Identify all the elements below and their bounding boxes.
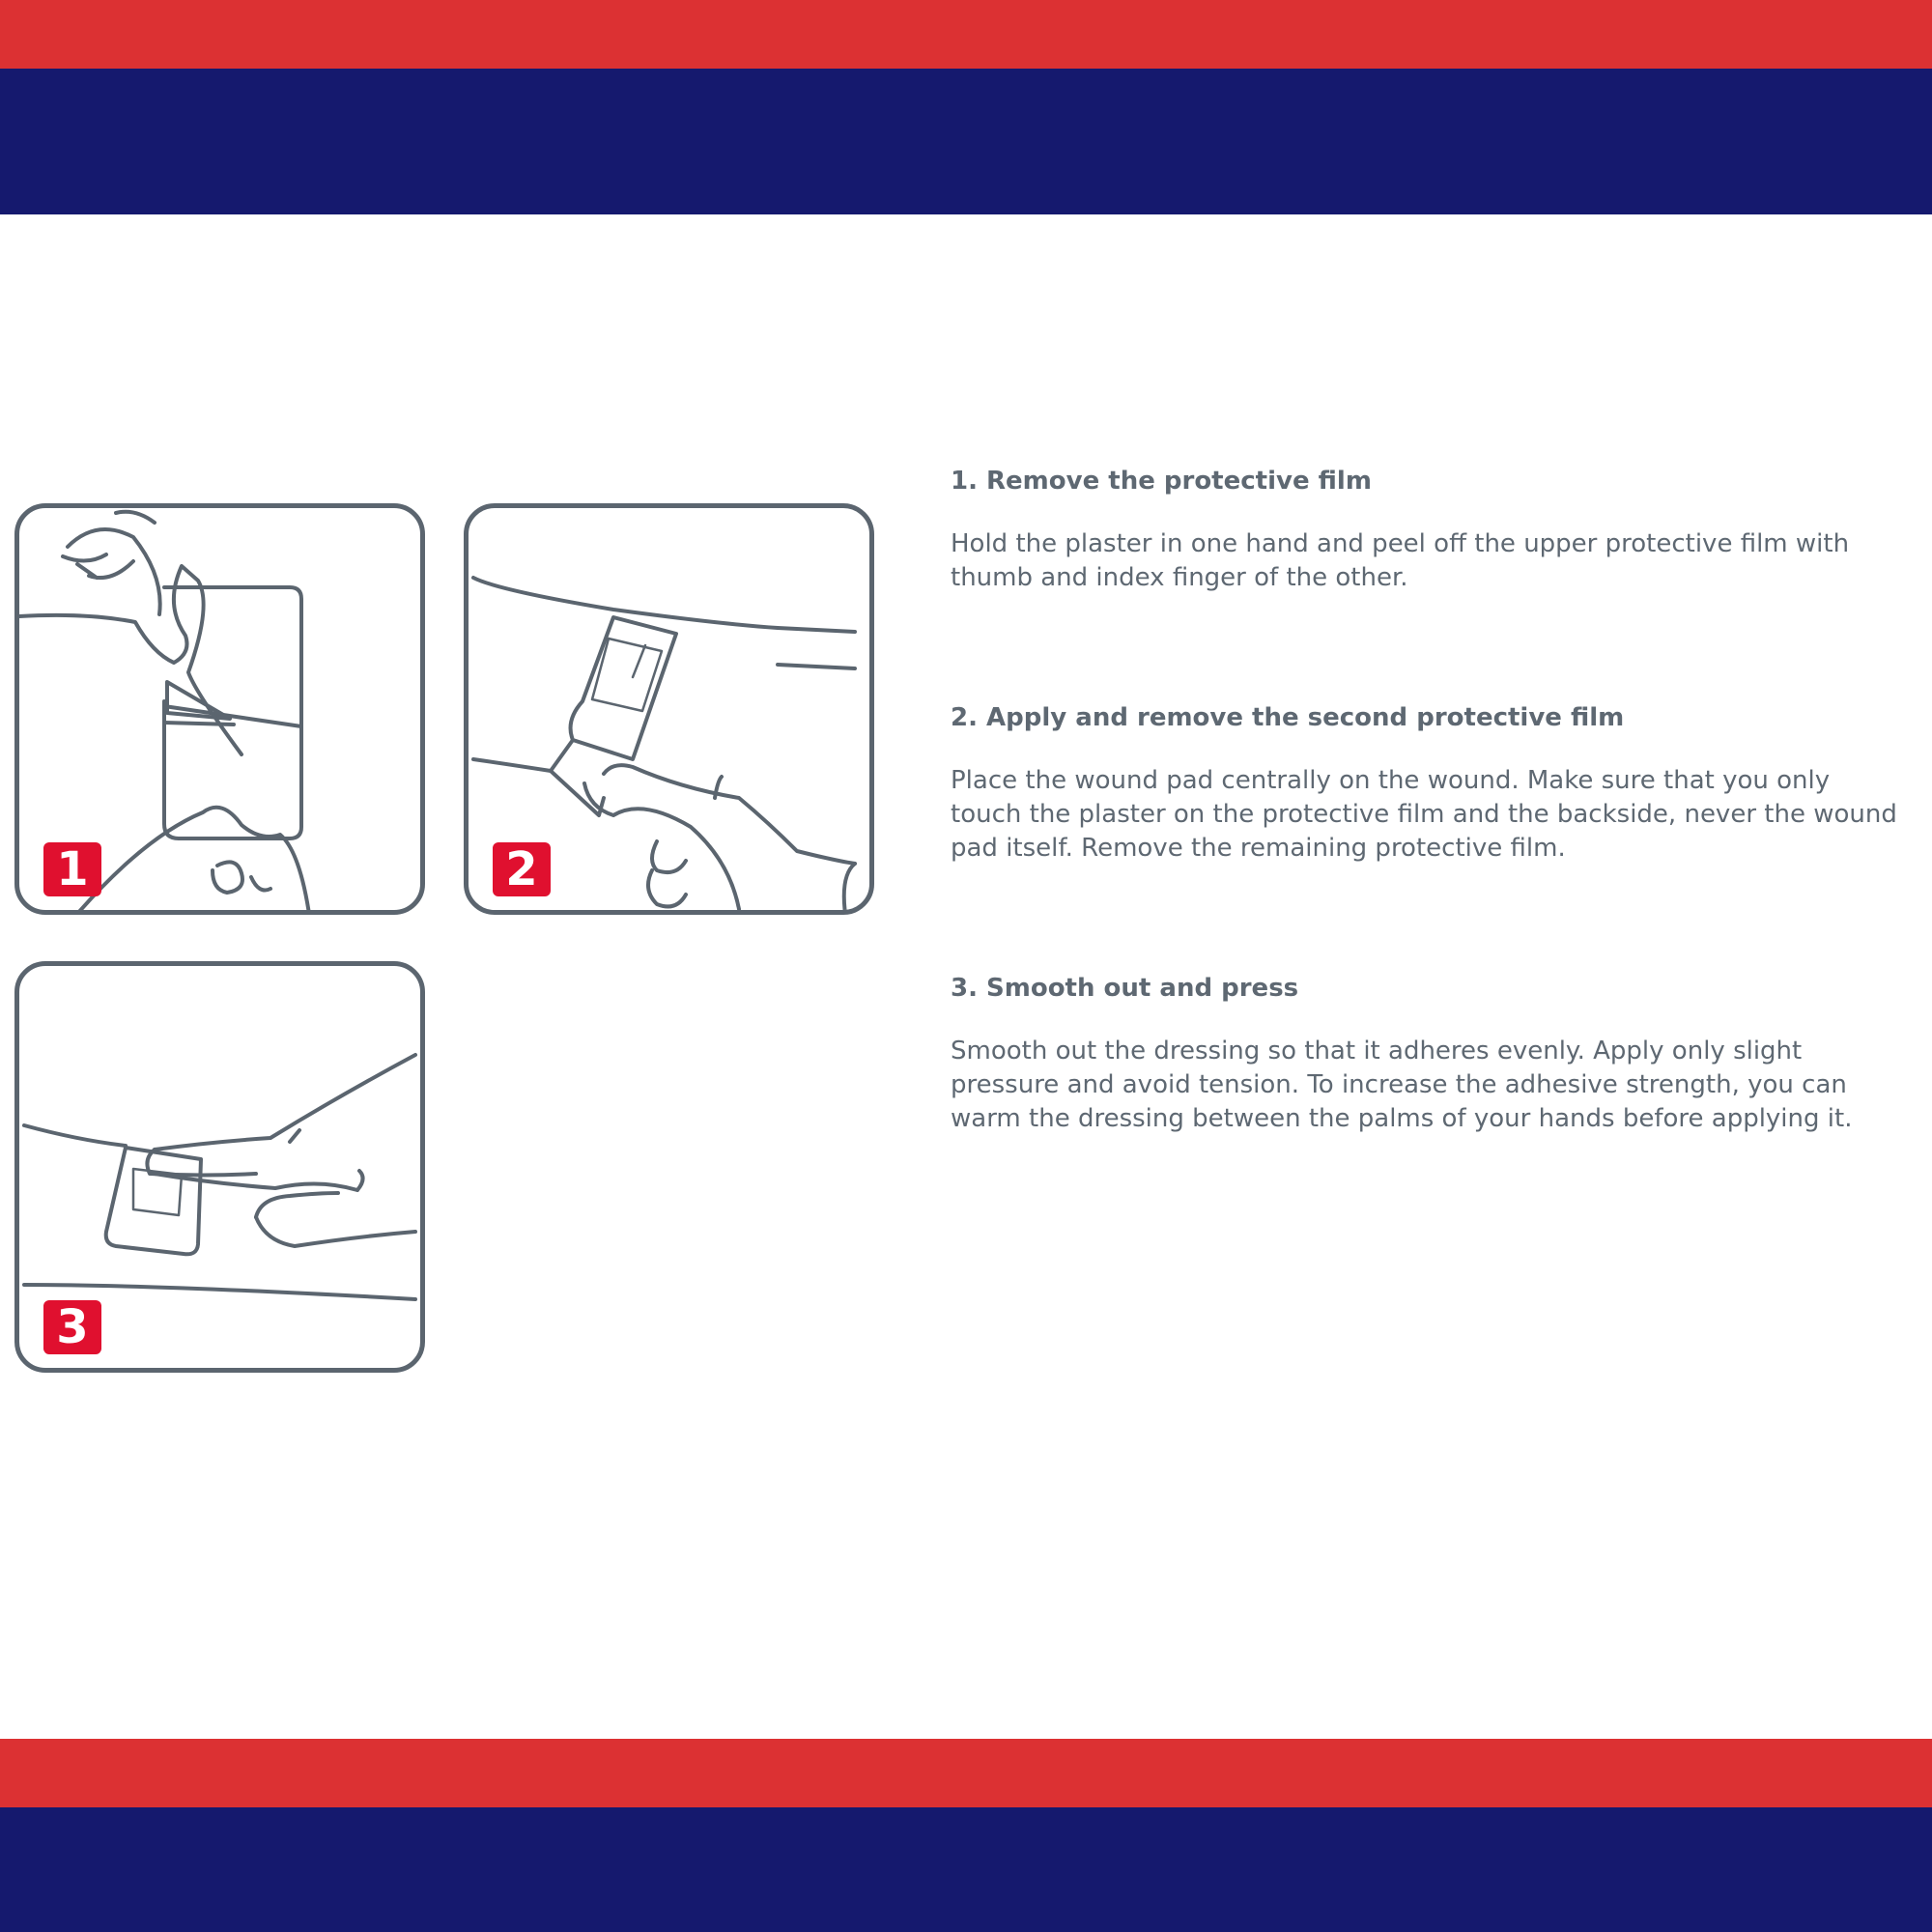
step-1-badge: 1	[43, 842, 101, 896]
top-red-band	[0, 0, 1932, 69]
step-2-illustration-panel	[464, 503, 874, 915]
step-2-description: Place the wound pad centrally on the wound. Make sure that you only touch the plaster on the protective film and the backside, never the wound pad itself. Remove the remaining protective film.	[951, 766, 1897, 863]
top-navy-band	[0, 69, 1932, 214]
step-2-heading: 2. Apply and remove the second protective film	[951, 703, 1625, 732]
step-2-badge: 2	[493, 842, 551, 896]
bottom-red-band	[0, 1739, 1932, 1807]
step-1-illustration-panel	[14, 503, 425, 915]
step-3-heading: 3. Smooth out and press	[951, 974, 1299, 1003]
bottom-navy-band	[0, 1807, 1932, 1932]
step-1-block	[951, 462, 1917, 595]
step-2-block	[951, 698, 1917, 866]
step-3-illustration-panel	[14, 961, 425, 1373]
step-3-description: Smooth out the dressing so that it adheres evenly. Apply only slight pressure and avoid tension. To increase the adhesive strength, you can warm the dressing between the palms of your hands before applying it.	[951, 1037, 1853, 1133]
step-1-heading: 1. Remove the protective film	[951, 467, 1372, 496]
step-3-badge: 3	[43, 1300, 101, 1354]
step-1-description: Hold the plaster in one hand and peel off the upper protective film with thumb and index finger of the other.	[951, 529, 1850, 592]
step-3-block	[951, 969, 1917, 1136]
